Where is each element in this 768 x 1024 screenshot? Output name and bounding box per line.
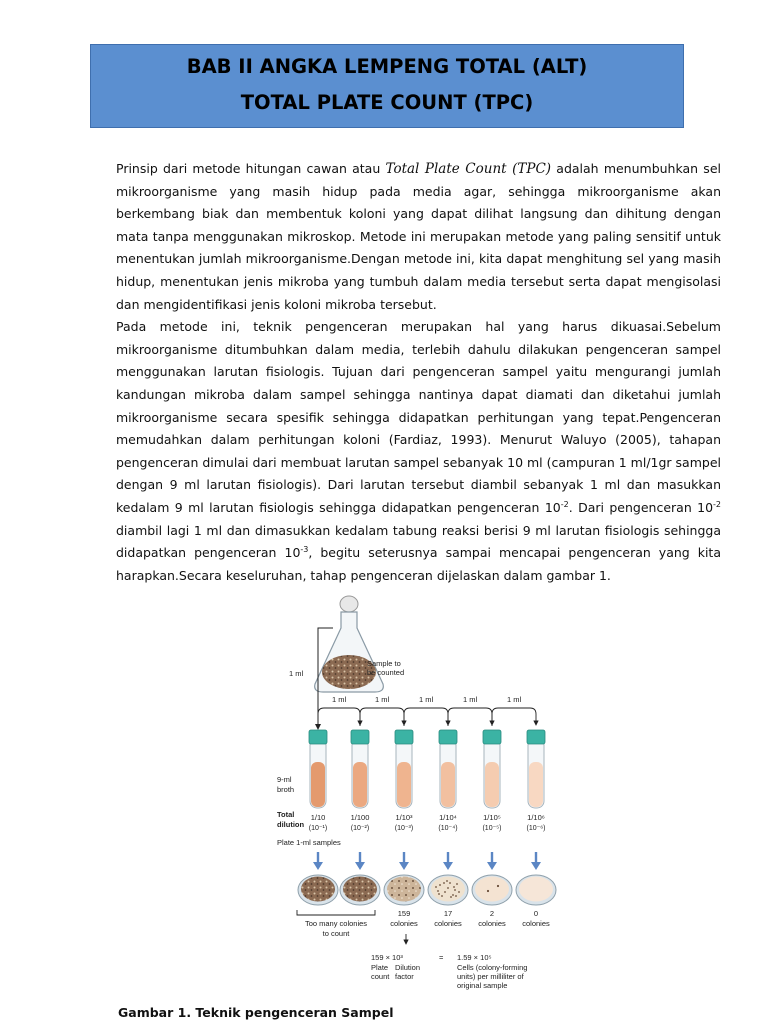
dilution-figure [271, 592, 567, 1002]
colony-counts [398, 909, 538, 918]
dilution-5: 1/10⁵ [483, 813, 501, 822]
paragraph-2-text-b: . Dari pengenceran 10 [568, 499, 714, 515]
dilution-factor-label-1: Dilution [395, 963, 421, 972]
chapter-subtitle: TOTAL PLATE COUNT (TPC) [240, 91, 534, 114]
petri-dish-6 [516, 875, 556, 905]
too-many-label-2: to count [322, 929, 350, 938]
chapter-title: BAB II ANGKA LEMPENG TOTAL (ALT) [186, 55, 588, 78]
plate-arrowhead-6 [531, 862, 541, 870]
count-word-6: colonies [522, 919, 550, 928]
petri-dishes [298, 875, 556, 905]
dilution-labels [311, 813, 545, 822]
test-tube-6 [527, 730, 545, 808]
calc-left: 159 × 10³ [371, 953, 403, 962]
test-tube-3 [395, 730, 413, 808]
plate-arrowhead-4 [443, 862, 453, 870]
dilution-sub-6: (10⁻⁶) [526, 825, 546, 832]
calc-right: 1.59 × 10⁵ [457, 953, 492, 962]
too-many-bracket [297, 910, 375, 915]
dilution-sub-4: (10⁻⁴) [438, 825, 458, 832]
dilution-factor-label-2: factor [395, 972, 414, 981]
paragraph-1-text-a: Prinsip dari metode hitungan cawan atau [116, 161, 386, 176]
paragraph-2 [116, 316, 721, 587]
dilution-sub-1: (10⁻¹) [308, 825, 328, 832]
dilution-1: 1/10 [310, 813, 326, 822]
transfer-label-3: 1 ml [419, 695, 434, 704]
cells-label-3: original sample [457, 981, 508, 990]
paragraph-1-italic-term: Total Plate Count (TPC) [385, 161, 552, 177]
paragraph-1 [116, 158, 721, 316]
transfer-arc-4 [448, 708, 492, 726]
count-3: 159 [397, 909, 411, 918]
test-tube-2 [351, 730, 369, 808]
petri-dish-3 [384, 875, 424, 905]
test-tube-5 [483, 730, 501, 808]
dilution-sub-2: (10⁻²) [350, 825, 370, 832]
paragraph-2-text-c: diambil lagi 1 ml dan dimasukkan kedalam tabung reaksi berisi 9 ml larutan fisiologis sehingga didapatkan pengenceran 10 [116, 522, 721, 561]
broth-label-2: broth [277, 785, 295, 794]
paragraph-1-text-b: adalah menumbuhkan sel mikroorganisme yang masih hidup pada media agar, sehingga mikroorganisme akan berkembang biak dan membentuk koloni yang dapat dilihat langsung dan dihitung dengan mata tanpa menggunakan mikroskop. Metode ini merupakan metode yang paling sensitif untuk menentukan jumlah mikroorganisme.Dengan metode ini, kita dapat menghitung sel yang masih hidup, menentukan jenis mikroba yang tumbuh dalam media tersebut serta dapat mengisolasi dan mengidentifikasi jenis koloni mikroba tersebut. [116, 161, 721, 312]
body-text [116, 158, 721, 587]
transfer-arc-1 [318, 708, 360, 726]
transfer-label-1: 1 ml [332, 695, 347, 704]
paragraph-2-sup-2: -2 [713, 499, 722, 509]
dilution-2: 1/100 [350, 813, 370, 822]
broth-label-1: 9-ml [277, 775, 292, 784]
calc-equals: = [439, 953, 444, 962]
paragraph-2-text-a: Pada metode ini, teknik pengenceran merupakan hal yang harus dikuasai.Sebelum mikroorganisme ditumbuhkan dalam media, terlebih dahulu dilakukan pengenceran sampel menggunakan larutan fisiologis. Tujuan dari pengenceran sampel yaitu mengurangi jumlah kandungan mikroba dalam sampel sehingga nantinya dapat diamati dan diketahui jumlah mikroorganisme secara spesifik sehingga didapatkan perhitungan yang tepat.Pengenceran memudahkan dalam perhitungan koloni (Fardiaz, 1993). Menurut Waluyo (2005), tahapan pengenceran dimulai dari membuat larutan sampel sebanyak 10 ml (campuran 1 ml/1gr sampel dengan 9 ml larutan fisiologis). Dari larutan tersebut diambil sebanyak 1 ml dan masukkan kedalam 9 ml larutan fisiologis sehingga didapatkan pengenceran 10 [116, 319, 721, 515]
cells-label-1: Cells (colony-forming [457, 963, 528, 972]
plate-arrowhead-3 [399, 862, 409, 870]
transfer-label-2: 1 ml [375, 695, 390, 704]
figure-caption: Gambar 1. Teknik pengenceran Sampel [118, 1005, 394, 1020]
petri-dish-4 [428, 875, 468, 905]
count-4: 17 [443, 909, 453, 918]
paragraph-2-text-d: , begitu seterusnya sampai mencapai pengenceran yang kita harapkan.Secara keseluruhan, tahap pengenceran dijelaskan dalam gambar 1. [116, 545, 721, 583]
sample-flask-icon [315, 596, 384, 692]
first-transfer-label: 1 ml [289, 669, 304, 678]
paragraph-2-sup-3: -3 [300, 544, 309, 554]
plate-count-label-2: count [371, 972, 390, 981]
too-many-label-1: Too many colonies [304, 919, 368, 928]
count-word-4: colonies [434, 919, 462, 928]
count-word-3: colonies [390, 919, 418, 928]
test-tube-4 [439, 730, 457, 808]
test-tube-1 [309, 730, 327, 808]
total-dilution-label-2: dilution [277, 820, 305, 829]
plate-samples-label: Plate 1-ml samples [277, 838, 341, 847]
petri-dish-1 [298, 875, 338, 905]
test-tubes [309, 730, 545, 808]
dilution-6: 1/10⁶ [527, 813, 545, 822]
petri-dish-5 [472, 875, 512, 905]
dilution-sub-3: (10⁻³) [394, 825, 414, 832]
transfer-arc-2 [360, 708, 404, 726]
count-6: 0 [533, 909, 539, 918]
cells-label-2: units) per milliliter of [457, 972, 524, 981]
total-dilution-label-1: Total [277, 810, 295, 819]
plating-arrows [313, 852, 541, 870]
plate-arrowhead-5 [487, 862, 497, 870]
transfer-labels [332, 695, 522, 704]
flask-label-2: be counted [367, 668, 405, 677]
plate-count-label-1: Plate [371, 963, 389, 972]
count-word-5: colonies [478, 919, 506, 928]
dilution-sublabels [309, 825, 546, 832]
count-5: 2 [489, 909, 495, 918]
transfer-label-5: 1 ml [507, 695, 522, 704]
dilution-sub-5: (10⁻⁵) [482, 825, 502, 832]
transfer-label-4: 1 ml [463, 695, 478, 704]
dilution-3: 1/10³ [395, 813, 413, 822]
paragraph-2-sup-1: -2 [560, 499, 569, 509]
flask-label-1: Sample to [367, 659, 401, 668]
dilution-4: 1/10⁴ [439, 813, 457, 822]
petri-dish-2 [340, 875, 380, 905]
chapter-title-banner [90, 44, 684, 128]
transfer-arc-3 [404, 708, 448, 726]
colony-words [390, 919, 550, 928]
plate-arrowhead-1 [313, 862, 323, 870]
plate-arrowhead-2 [355, 862, 365, 870]
transfer-arc-5 [492, 708, 536, 726]
transfer-arcs [318, 708, 536, 726]
